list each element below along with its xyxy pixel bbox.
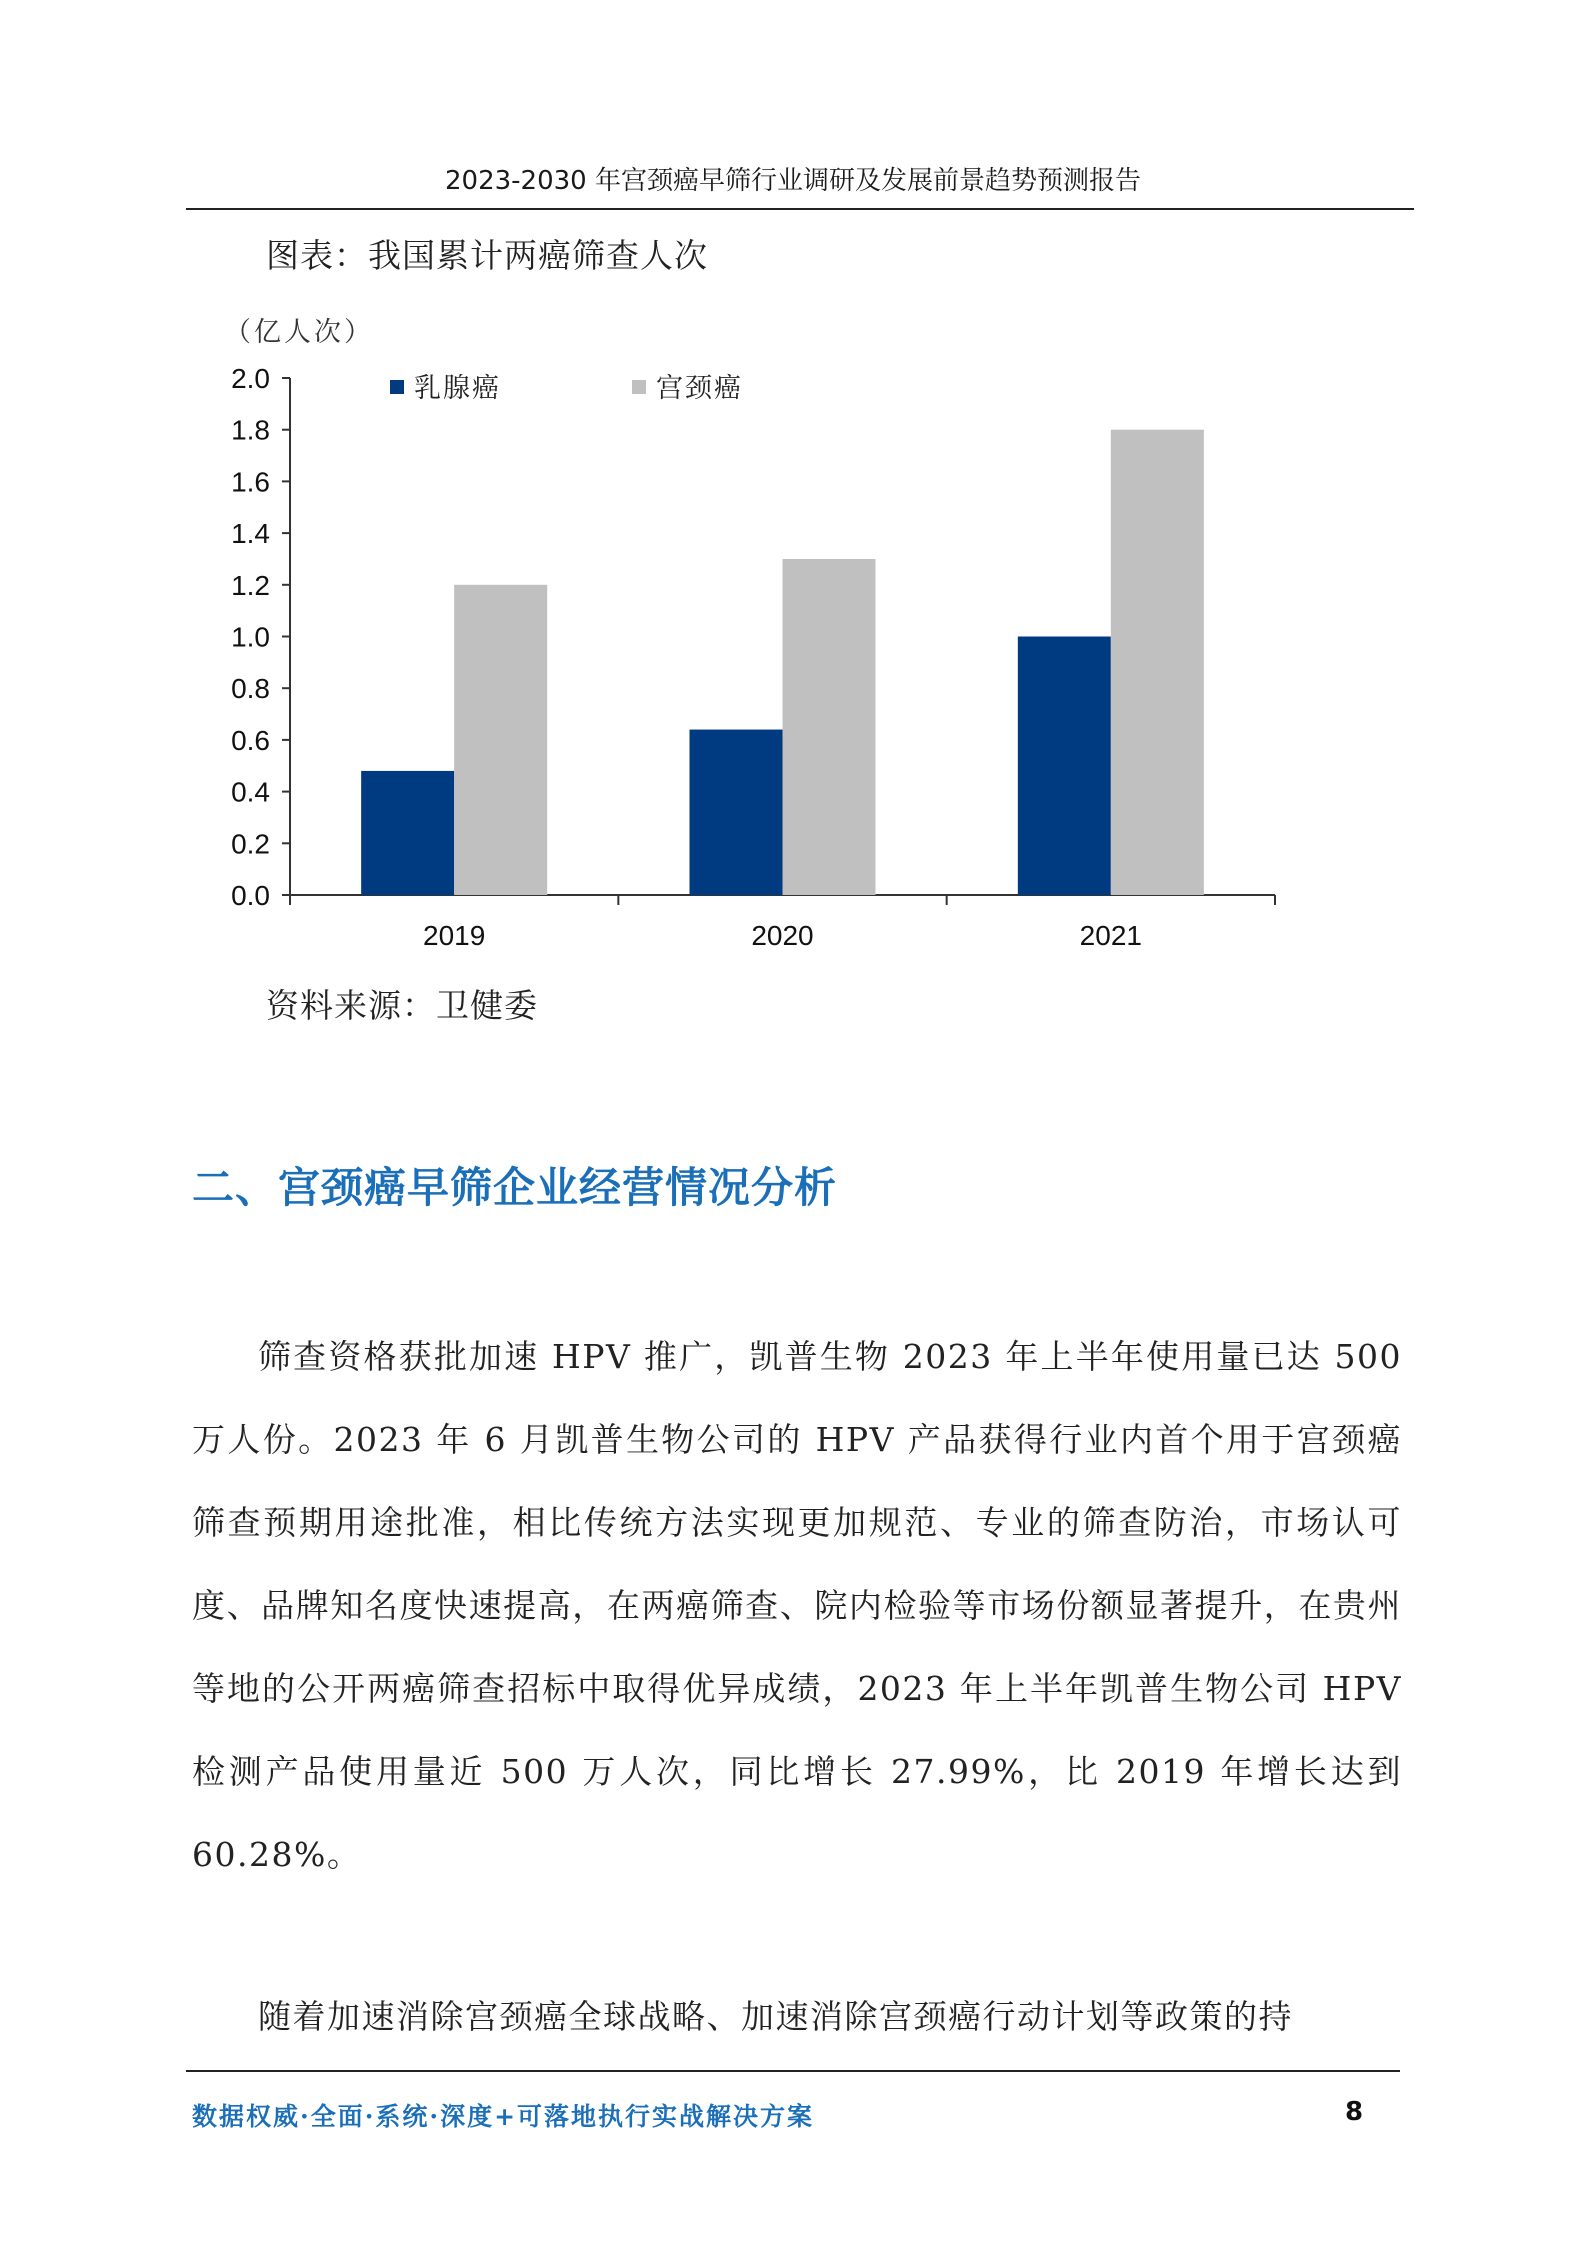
y-tick-label: 0.6 — [231, 724, 270, 756]
bar-chart — [200, 350, 1300, 970]
footer-slogan: 数据权威·全面·系统·深度+可落地执行实战解决方案 — [192, 2102, 815, 2131]
page-number: 8 — [1345, 2097, 1364, 2127]
x-tick-label: 2021 — [1079, 920, 1142, 951]
legend-swatch — [390, 380, 404, 394]
legend-label: 宫颈癌 — [656, 373, 743, 404]
y-tick-label: 0.4 — [231, 776, 270, 808]
chart-legend — [390, 373, 743, 404]
y-tick-label: 2.0 — [231, 363, 270, 394]
y-tick-label: 0.2 — [231, 828, 270, 860]
body-paragraph-1: 筛查资格获批加速 HPV 推广，凯普生物 2023 年上半年使用量已达 500 万人份。2023 年 6 月凯普生物公司的 HPV 产品获得行业内首个用于宫颈癌筛查预期用途批准，相比传统方法实现更加规范、专业的筛查防治，市场认可度、品牌知名度快速提高，在两癌筛查、院内检验等市场份额显著提升，在贵州等地的公开两癌筛查招标中取得优异成绩，2023 年上半年凯普生物公司 HPV 检测产品使用量近 500 万人次，同比增长 27.99%，比 2019 年增长达到 60.28%。 — [192, 1337, 1402, 1874]
section-heading: 二、宫颈癌早筛企业经营情况分析 — [192, 1163, 838, 1212]
footer-divider — [186, 2070, 1400, 2072]
y-tick-label: 1.8 — [231, 414, 270, 446]
body-paragraph-2: 随着加速消除宫颈癌全球战略、加速消除宫颈癌行动计划等政策的持 — [258, 1997, 1293, 2036]
y-tick-label: 1.0 — [231, 621, 270, 653]
bar-breast-cancer-2019 — [361, 771, 454, 895]
bar-breast-cancer-2021 — [1018, 637, 1111, 896]
figure-source: 资料来源：卫健委 — [266, 986, 538, 1025]
chart-unit-label: （亿人次） — [224, 317, 374, 348]
report-header-title: 2023-2030 年宫颈癌早筛行业调研及发展前景趋势预测报告 — [445, 166, 1141, 196]
y-tick-label: 0.0 — [231, 880, 270, 911]
bar-breast-cancer-2020 — [690, 730, 783, 895]
y-tick-label: 0.8 — [231, 673, 270, 705]
bar-cervical-cancer-2021 — [1111, 430, 1204, 895]
bar-cervical-cancer-2020 — [783, 559, 876, 895]
figure-caption: 图表：我国累计两癌筛查人次 — [266, 236, 708, 275]
legend-swatch — [632, 380, 646, 394]
legend-label: 乳腺癌 — [414, 373, 501, 404]
header-divider — [186, 208, 1414, 210]
chart-bars — [361, 430, 1204, 895]
y-tick-label: 1.4 — [231, 518, 270, 550]
x-tick-label: 2019 — [423, 920, 486, 951]
y-tick-label: 1.2 — [231, 569, 270, 601]
x-tick-label: 2020 — [751, 920, 814, 951]
y-tick-label: 1.6 — [231, 466, 270, 498]
bar-cervical-cancer-2019 — [454, 585, 547, 895]
